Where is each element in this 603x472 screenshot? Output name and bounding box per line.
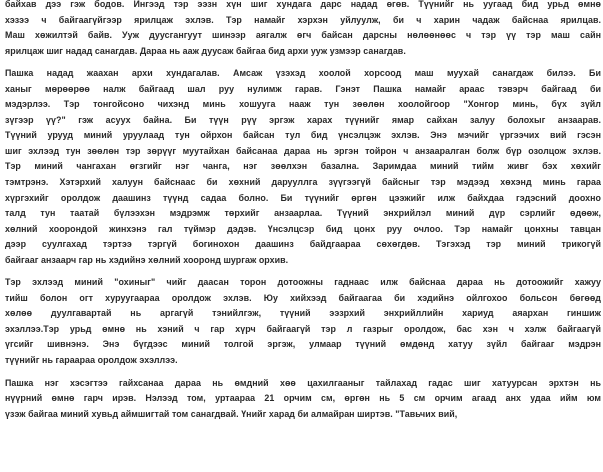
- text-line: шиг эхлээд тун зөөлөн тэр зөрүүг муутайхан байсанаа дараа нь эргэн тойрон ч анзааралган болж бүр озолцож эхлэв.: [5, 145, 601, 156]
- text-line: Түүний урууд миний уруулаад тун ойрхон байсан тул бид үнсэлцэж эхлэв. Энэ мэчийг үргээчих вий гэсэн: [5, 130, 601, 141]
- text-line: түүнийг нь гараараа оролдож эхэллээ.: [5, 355, 178, 366]
- text-line: хүргэхийг оролдож даашинз түүнд садаа болно. Би түүнийг өргөн цээжийг илж байхдаа гэдэсний доохно: [5, 192, 601, 203]
- text-line: Тэр миний чангахан өгзгийг нэг чангa, нэг зөөлхэн базална. Заримдаа миний тийм живг бэх хөхийг: [5, 161, 601, 172]
- text-line: хэзээ ч байгаагүйгээр ярилцаж эхлэв. Тэр намайг хэрхэн уйлуулж, би ч харин чадаж байснаа ярилцав.: [5, 14, 601, 25]
- text-line: хөлний хоорондой жинхэнэ гал түймэр дэдэв. Үнсэлцсэр бид цонх руу очлоо. Тэр намайг цонхны тавцан: [5, 223, 601, 234]
- paragraph: [5, 376, 601, 423]
- text-line: Тэр эхлээд миний "охиныг" чийг даасан торон дотоожны гаднаас илж байснаа дараа нь дотоожийг хажуу: [5, 277, 601, 288]
- paragraph: [5, 66, 601, 268]
- text-line: ярилцаж шиг надад санагдав. Дараа нь ааж дуусаж байгаа бид архи ууж узмээр санагдав.: [5, 45, 406, 56]
- text-line: байхав дээ гэж бодов. Ингээд тэр ээзн хүн шиг хундага дарс надад өгөв. Түүнийг нь уугаад бид урьд өмнө: [5, 0, 601, 9]
- text-line: үгсийг шивнэнэ. Энэ бүгдээс миний толгой эргэж, улмаар түүний өмдөнд хатуу зүйл байгааг мэдрэн: [5, 339, 601, 350]
- text-line: байгааг анзаарч гар нь хэдийнэ хөлний хооронд шургаж орхив.: [5, 254, 289, 265]
- text-line: үзэж байгаа миний хувьд аймшигтай том санагдвай. Үнийг харад би алмайран ширтэв. "Тавьчих вий,: [5, 408, 458, 419]
- paragraph: [5, 0, 601, 59]
- text-line: талд тун таатай бүлээхэн мэдрэмж төрхийг анзаарлаа. Түүний энхрийлэл миний дүр сэрлийг өдөөж,: [5, 208, 601, 219]
- paragraph: [5, 275, 601, 368]
- text-line: тэмтрэнэ. Хэтэрхий халуун байснаас би хөхний дарууллга зүүгээгүй байсныг тэр мэдээд хөхэнд минь гараа: [5, 177, 601, 188]
- text-line: ханыг мөрөөрөө налж байгаад шал руу нулимж гарав. Гэнэт Пашка намайг араас тэвэрч байгаад би: [5, 83, 601, 94]
- text-line: Пашка надад жаахан архи хундагалав. Амсаж үзэхэд хоолой хорсоод маш муухай санагдаж билээ. Би: [5, 68, 601, 79]
- text-line: нүүрний өмнө гарч ирэв. Нэлээд том, уртаараа 21 орчим см, өргөн нь 5 см орчим агаад анх удаа ийм юм: [5, 393, 601, 404]
- text-line: эхэллээ.Тэр урьд өмнө нь хэний ч гар хүрч байгаагүй тэр л газрыг оролдож, бас хэн ч хэлж байгаагүй: [5, 323, 601, 334]
- text-line: зүгээр үү?" гэж асуух байна. Би түүн рүү эргэж харах түүнийг ямар сайхан залуу болохыг анзаарав.: [5, 114, 601, 125]
- text-line: дээр суулгахад тэртээ тэргүй богинохон даашинз байдгаараа сөхөгдөв. Тэгэхэд тэр миний трикогүй: [5, 239, 601, 250]
- text-line: хөлөө дуулгавартай нь аргагүй тэнийлгэж, түүний ээзрхий энхрийллийн хариуд аяархан гиншиж: [5, 308, 601, 319]
- text-line: тийш болон огт хуруугаараа оролдож эхлэв. Юу хийхээд байгаагаа би хэдийнэ ойлгохоо больсон бөгөөд: [5, 292, 601, 303]
- text-line: Пашка нэг хэсэгтээ гайхсанаа дараа нь өмдний хөө цахилгааныг тайлахад гадас шиг хатуурсан эрхтэн нь: [5, 377, 601, 388]
- text-line: Маш хөжилтэй байв. Ууж дуусгангуут шинээр аягалж өгч байсан дарсны нөлөөнөөс ч тэр үү тэр маш сайн: [5, 30, 601, 41]
- text-line: мэдэрлээ. Тэр тонгойсоно чихэнд минь хошууга нааж тун зөөлөн хоолойгоор "Хонгор минь, бүх зүйл: [5, 99, 601, 110]
